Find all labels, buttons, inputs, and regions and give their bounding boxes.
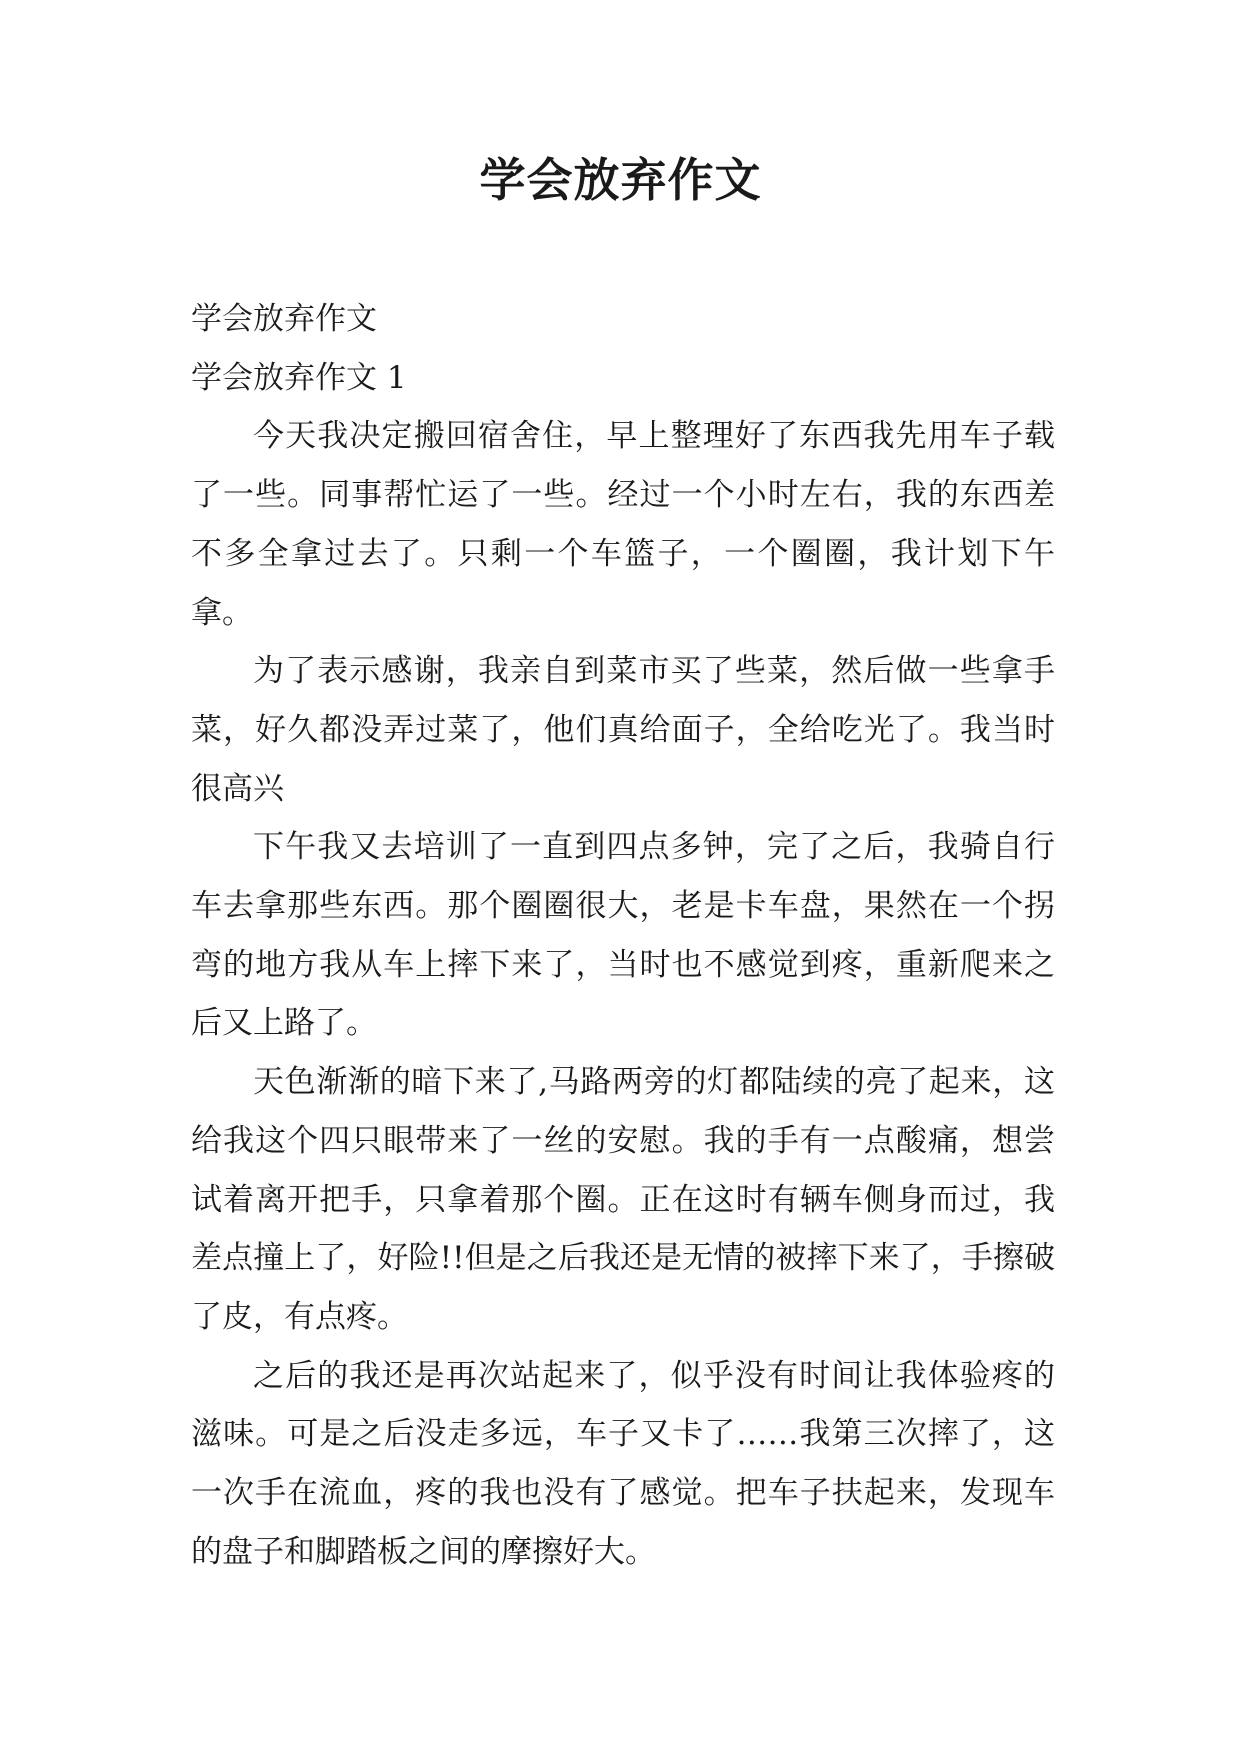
paragraph-4: 天色渐渐的暗下来了,马路两旁的灯都陆续的亮了起来，这给我这个四只眼带来了一丝的安慰。我的手有一点酸痛，想尝试着离开把手，只拿着那个圈。正在这时有辆车侧身而过，我差点撞上了，好险!!但是之后我还是无情的被摔下来了，手擦破了皮，有点疼。 [191,1064,1055,1335]
paragraph-3: 下午我又去培训了一直到四点多钟，完了之后，我骑自行车去拿那些东西。那个圈圈很大，老是卡车盘，果然在一个拐弯的地方我从车上摔下来了，当时也不感觉到疼，重新爬来之后又上路了。 [191,829,1055,1042]
paragraph-1: 今天我决定搬回宿舍住，早上整理好了东西我先用车子载了一些。同事帮忙运了一些。经过一个小时左右，我的东西差不多全拿过去了。只剩一个车篮子，一个圈圈，我计划下午拿。 [191,418,1055,631]
paragraph-2: 为了表示感谢，我亲自到菜市买了些菜，然后做一些拿手菜，好久都没弄过菜了，他们真给面子，全给吃光了。我当时很高兴 [191,653,1055,807]
body-heading: 学会放弃作文 [191,301,377,337]
document-title: 学会放弃作文 [479,153,762,207]
document-body [191,290,1055,1581]
body-subheading: 学会放弃作文 1 [191,359,407,396]
paragraph-5: 之后的我还是再次站起来了，似乎没有时间让我体验疼的滋味。可是之后没走多远，车子又卡了……我第三次摔了，这一次手在流血，疼的我也没有了感觉。把车子扶起来，发现车的盘子和脚踏板之间的摩擦好大。 [191,1357,1055,1570]
